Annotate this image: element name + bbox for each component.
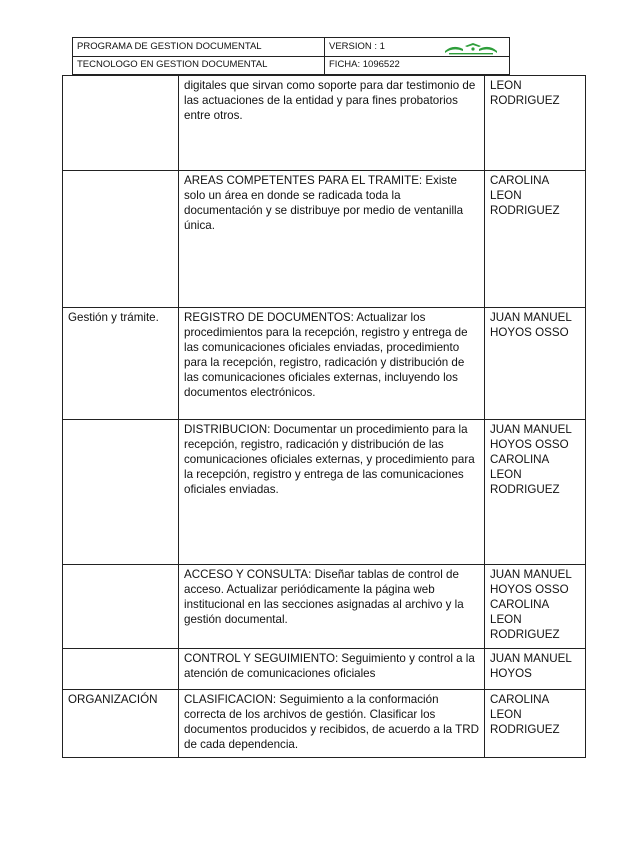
tecnologo-title: TECNOLOGO EN GESTION DOCUMENTAL [77, 59, 268, 70]
responsible-name: CAROLINA [490, 693, 550, 706]
table-row [63, 690, 586, 758]
responsible-cell [485, 76, 586, 171]
responsible-name: LEON [490, 613, 522, 626]
responsible-name: JUAN MANUEL [490, 423, 572, 436]
responsible-name: RODRIGUEZ [490, 204, 560, 217]
responsible-name: LEON [490, 468, 522, 481]
responsible-name: RODRIGUEZ [490, 483, 560, 496]
sena-logo-icon [443, 42, 499, 56]
program-title: PROGRAMA DE GESTION DOCUMENTAL [77, 41, 262, 52]
activity-cell: REGISTRO DE DOCUMENTOS: Actualizar los procedimientos para la recepción, registro y entrega de las comunicaciones oficiales enviadas, procedimiento para la recepción, registro, radicación y distribución de las comunicaciones oficiales externas, incluyendo los documentos electrónicos. [179, 308, 485, 420]
table-row [63, 76, 586, 171]
stage-cell: Gestión y trámite. [63, 308, 179, 420]
responsible-name: RODRIGUEZ [490, 723, 560, 736]
table-row [63, 420, 586, 565]
responsible-name: HOYOS OSSO [490, 438, 569, 451]
responsible-cell [485, 308, 586, 420]
responsible-name: CAROLINA [490, 174, 550, 187]
activity-cell: ACCESO Y CONSULTA: Diseñar tablas de control de acceso. Actualizar periódicamente la página web institucional en las secciones asignadas al archivo y la gestión documental. [179, 565, 485, 649]
table-row [63, 649, 586, 690]
stage-cell [63, 649, 179, 690]
responsible-name: RODRIGUEZ [490, 94, 560, 107]
stage-cell [63, 171, 179, 308]
responsible-cell [485, 171, 586, 308]
table-row [63, 171, 586, 308]
responsible-cell [485, 565, 586, 649]
activities-table [62, 75, 586, 758]
activity-cell: digitales que sirvan como soporte para dar testimonio de las actuaciones de la entidad y para fines probatorios entre otros. [179, 76, 485, 171]
stage-cell: ORGANIZACIÓN [63, 690, 179, 758]
responsible-name: RODRIGUEZ [490, 628, 560, 641]
activity-cell: AREAS COMPETENTES PARA EL TRAMITE: Existe solo un área en donde se radicada toda la documentación y se distribuye por medio de ventanilla única. [179, 171, 485, 308]
responsible-name: JUAN MANUEL [490, 311, 572, 324]
responsible-name: JUAN MANUEL [490, 568, 572, 581]
responsible-cell [485, 420, 586, 565]
table-row [63, 565, 586, 649]
version-label: VERSION : 1 [329, 41, 385, 52]
activity-cell: CONTROL Y SEGUIMIENTO: Seguimiento y control a la atención de comunicaciones oficiales [179, 649, 485, 690]
stage-cell [63, 76, 179, 171]
responsible-name: CAROLINA [490, 453, 550, 466]
responsible-name: HOYOS OSSO [490, 583, 569, 596]
responsible-name: LEON [490, 79, 522, 92]
responsible-cell [485, 690, 586, 758]
responsible-cell [485, 649, 586, 690]
ficha-label: FICHA: 1096522 [329, 59, 400, 70]
stage-cell [63, 565, 179, 649]
responsible-name: LEON [490, 708, 522, 721]
responsible-name: JUAN MANUEL [490, 652, 572, 665]
responsible-name: CAROLINA [490, 598, 550, 611]
table-row [63, 308, 586, 420]
stage-cell [63, 420, 179, 565]
activity-cell: DISTRIBUCION: Documentar un procedimiento para la recepción, registro, radicación y distribución de las comunicaciones oficiales externas, y procedimiento para la recepción, registro y entrega de las comunicaciones oficiales enviadas. [179, 420, 485, 565]
responsible-name: HOYOS OSSO [490, 326, 569, 339]
responsible-name: LEON [490, 189, 522, 202]
responsible-name: HOYOS [490, 667, 532, 680]
activity-cell: CLASIFICACION: Seguimiento a la conformación correcta de los archivos de gestión. Clasificar los documentos producidos y recibidos, de acuerdo a la TRD de cada dependencia. [179, 690, 485, 758]
header-divider-horizontal [73, 56, 509, 57]
